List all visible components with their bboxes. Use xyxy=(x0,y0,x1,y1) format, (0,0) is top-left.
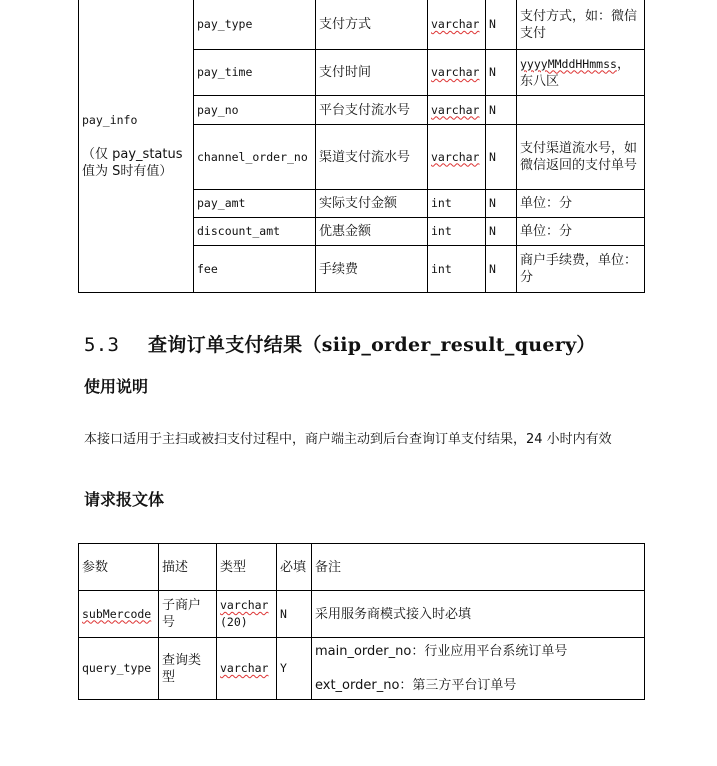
param-note: 采用服务商模式接入时必填 xyxy=(312,591,645,638)
param-name: query_type xyxy=(79,638,159,700)
field-required: N xyxy=(486,218,517,246)
field-type: int xyxy=(428,218,486,246)
field-note: 商户手续费，单位：分 xyxy=(517,246,645,293)
param-note-line-1: main_order_no：行业应用平台系统订单号 xyxy=(315,644,568,659)
table-row xyxy=(79,591,645,638)
table-row xyxy=(79,638,645,700)
field-note xyxy=(517,96,645,125)
field-note: 支付方式，如：微信支付 xyxy=(517,0,645,50)
table-header-row xyxy=(79,544,645,591)
field-name: pay_type xyxy=(194,0,316,50)
section-heading xyxy=(84,330,596,357)
field-name: discount_amt xyxy=(194,218,316,246)
field-desc: 支付方式 xyxy=(316,0,428,50)
request-body-table xyxy=(78,543,645,700)
header-note: 备注 xyxy=(312,544,645,591)
field-name: pay_time xyxy=(194,50,316,96)
header-desc: 描述 xyxy=(159,544,217,591)
param-note-cell xyxy=(312,638,645,700)
header-required: 必填 xyxy=(277,544,312,591)
usage-heading: 使用说明 xyxy=(84,377,149,396)
field-note: 单位：分 xyxy=(517,190,645,218)
field-name: pay_amt xyxy=(194,190,316,218)
param-desc: 查询类型 xyxy=(159,638,217,700)
param-type-length: (20) xyxy=(220,615,248,629)
field-name: fee xyxy=(194,246,316,293)
field-type: varchar xyxy=(431,102,480,117)
pay-info-group-cell xyxy=(79,0,194,293)
param-type-cell xyxy=(217,591,277,638)
field-name: pay_no xyxy=(194,96,316,125)
field-desc: 渠道支付流水号 xyxy=(316,125,428,190)
request-heading: 请求报文体 xyxy=(84,490,165,509)
param-desc: 子商户号 xyxy=(159,591,217,638)
field-note: 单位：分 xyxy=(517,218,645,246)
field-required: N xyxy=(486,96,517,125)
field-desc: 支付时间 xyxy=(316,50,428,96)
field-required: N xyxy=(486,190,517,218)
group-note: （仅 pay_status 值为 S时有值） xyxy=(82,147,183,179)
header-param: 参数 xyxy=(79,544,159,591)
header-type: 类型 xyxy=(217,544,277,591)
field-type: varchar xyxy=(431,149,480,164)
field-type: varchar xyxy=(431,65,480,79)
pay-info-table xyxy=(78,0,645,293)
section-title: 查询订单支付结果（siip_order_result_query） xyxy=(148,334,596,356)
param-required: N xyxy=(277,591,312,638)
field-desc: 平台支付流水号 xyxy=(316,96,428,125)
field-type: int xyxy=(428,246,486,293)
usage-text: 本接口适用于主扫或被扫支付过程中，商户端主动到后台查询订单支付结果，24 小时内有效 xyxy=(84,432,612,447)
param-required: Y xyxy=(277,638,312,700)
field-required: N xyxy=(486,246,517,293)
field-name: channel_order_no xyxy=(194,125,316,190)
field-desc: 手续费 xyxy=(316,246,428,293)
group-name: pay_info xyxy=(82,113,138,127)
field-required: N xyxy=(486,125,517,190)
section-number: 5.3 xyxy=(84,334,120,356)
field-note xyxy=(517,50,645,96)
table-row xyxy=(79,0,645,50)
param-type: varchar xyxy=(220,661,269,675)
param-type: varchar xyxy=(220,598,269,612)
time-zone-note: ，东八区 xyxy=(520,56,630,89)
field-desc: 优惠金额 xyxy=(316,218,428,246)
field-type: int xyxy=(428,190,486,218)
param-name: subMercode xyxy=(82,606,152,621)
field-required: N xyxy=(486,0,517,50)
field-type: varchar xyxy=(431,17,480,31)
field-note: 支付渠道流水号，如微信返回的支付单号 xyxy=(517,125,645,190)
time-format: yyyyMMddHHmmss xyxy=(520,56,617,71)
field-desc: 实际支付金额 xyxy=(316,190,428,218)
param-note-line-2: ext_order_no：第三方平台订单号 xyxy=(315,678,517,693)
field-required: N xyxy=(486,50,517,96)
